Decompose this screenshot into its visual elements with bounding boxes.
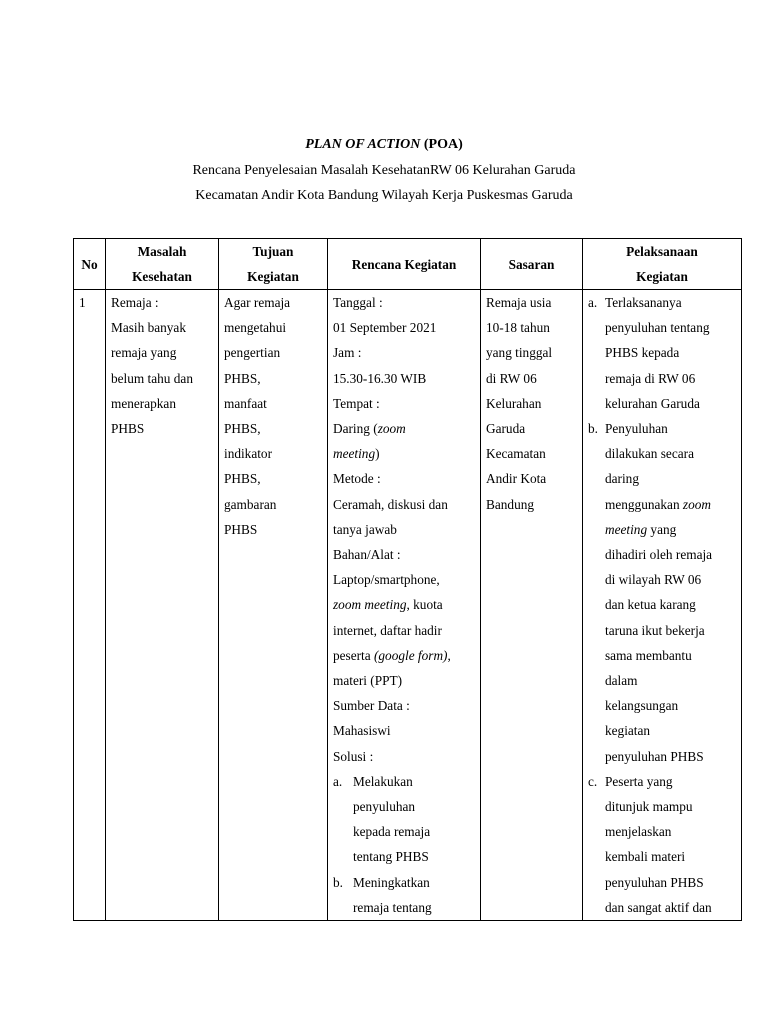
cell-pelaksanaan-kegiatan: a. Terlaksananya penyuluhan tentang PHBS kepada remaja di RW 06 kelurahan Garuda b. Penyuluhan dilakukan secara daring menggunakan zoom meeting yang dihadiri oleh remaja di wilayah RW 06 dan ketua karang taruna ikut bekerja sama membantu dalam kelangsungan kegiatan penyuluhan PHBS c. Peserta yang ditunjuk mampu menjelaskan kembali materi penyuluhan PHBS dan sangat aktif dan <box>583 290 742 921</box>
header-pelaksanaan-kegiatan: Pelaksanaan Kegiatan <box>583 239 742 290</box>
title-italic: PLAN OF ACTION <box>305 137 421 152</box>
list-item: b. Meningkatkan <box>333 874 430 890</box>
list-item: a. Melakukan <box>333 773 413 789</box>
cell-masalah: Remaja : Masih banyak remaja yang belum tahu dan menerapkan PHBS <box>106 290 219 921</box>
document-subtitle-1: Rencana Penyelesaian Masalah KesehatanRW 06 Kelurahan Garuda <box>192 163 576 178</box>
list-item: a. Terlaksananya <box>588 295 682 310</box>
title-rest: (POA) <box>420 137 463 152</box>
cell-rencana-kegiatan: Tanggal : 01 September 2021 Jam : 15.30-16.30 WIB Tempat : Daring (zoom meeting) Metode : Ceramah, diskusi dan tanya jawab Bahan/Alat : Laptop/smartphone, zoom meeting, kuota internet, daftar hadir peserta (google form), materi (PPT) Sumber Data : Mahasiswi Solusi : a. Melakukan penyuluhan kepada remaja tentang PHBS b. Meningkatkan remaja tentang <box>328 290 481 921</box>
cell-tujuan: Agar remaja mengetahui pengertian PHBS, manfaat PHBS, indikator PHBS, gambaran PHBS <box>219 290 328 921</box>
document-title <box>0 137 768 153</box>
cell-no: 1 <box>74 290 106 921</box>
header-rencana-kegiatan: Rencana Kegiatan <box>328 239 481 290</box>
list-item: c. Peserta yang <box>588 773 673 789</box>
cell-sasaran: Remaja usia 10-18 tahun yang tinggal di RW 06 Kelurahan Garuda Kecamatan Andir Kota Bandung <box>481 290 583 921</box>
header-no: No <box>74 239 106 290</box>
document-subtitle-2: Kecamatan Andir Kota Bandung Wilayah Kerja Puskesmas Garuda <box>195 188 573 203</box>
plan-of-action-table <box>73 238 742 921</box>
header-sasaran: Sasaran <box>481 239 583 290</box>
list-item: b. Penyuluhan <box>588 421 668 437</box>
table-header-row <box>74 239 742 290</box>
header-tujuan-kegiatan: Tujuan Kegiatan <box>219 239 328 290</box>
header-masalah-kesehatan: Masalah Kesehatan <box>106 239 219 290</box>
table-row <box>74 290 742 921</box>
